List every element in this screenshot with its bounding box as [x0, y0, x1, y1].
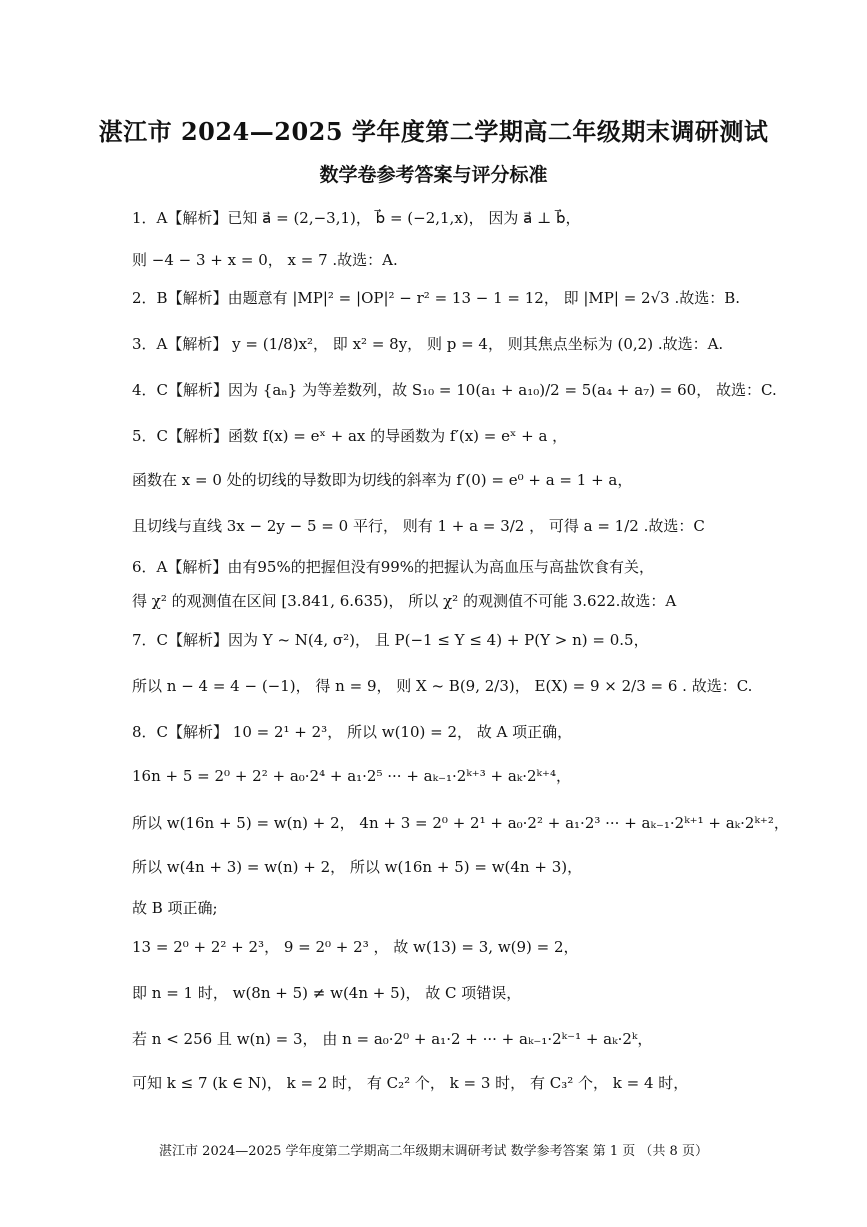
- answer-line: 4．C【解析】因为 {aₙ} 为等差数列，故 S₁₀ = 10(a₁ + a₁₀)/2 = 5(a₄ + a₇) = 60， 故选：C.: [132, 381, 777, 399]
- answer-line: 1．A【解析】已知 a⃗ = (2,−3,1)， b⃗ = (−2,1,x)， 因为 a⃗ ⊥ b⃗，: [132, 209, 581, 227]
- document-subtitle: 数学卷参考答案与评分标准: [319, 164, 548, 186]
- answer-line: 8．C【解析】 10 = 2¹ + 2³， 所以 w(10) = 2， 故 A 项正确，: [132, 723, 573, 741]
- answer-line: 2．B【解析】由题意有 |MP|² = |OP|² − r² = 13 − 1 = 12， 即 |MP| = 2√3 .故选：B.: [132, 289, 741, 307]
- answer-line: 得 χ² 的观测值在区间 [3.841, 6.635)， 所以 χ² 的观测值不可能 3.622.故选：A: [132, 592, 677, 610]
- answer-line: 若 n < 256 且 w(n) = 3， 由 n = a₀·2⁰ + a₁·2 + ··· + aₖ₋₁·2ᵏ⁻¹ + aₖ·2ᵏ，: [132, 1030, 653, 1048]
- answer-line: 6．A【解析】由有95%的把握但没有99%的把握认为高血压与高盐饮食有关，: [132, 558, 655, 576]
- answer-line: 所以 n − 4 = 4 − (−1)， 得 n = 9， 则 X ~ B(9, 2/3)， E(X) = 9 × 2/3 = 6 . 故选：C.: [132, 677, 753, 695]
- answer-line: 所以 w(4n + 3) = w(n) + 2， 所以 w(16n + 5) = w(4n + 3)，: [132, 858, 583, 876]
- answer-line: 即 n = 1 时， w(8n + 5) ≠ w(4n + 5)， 故 C 项错误，: [132, 984, 522, 1002]
- answer-line: 且切线与直线 3x − 2y − 5 = 0 平行， 则有 1 + a = 3/2 ， 可得 a = 1/2 .故选：C: [132, 517, 705, 535]
- answer-line: 故 B 项正确;: [132, 899, 218, 917]
- answer-line: 7．C【解析】因为 Y ~ N(4, σ²)， 且 P(−1 ≤ Y ≤ 4) + P(Y > n) = 0.5，: [132, 631, 649, 649]
- answer-line: 则 −4 − 3 + x = 0， x = 7 .故选：A.: [132, 251, 398, 269]
- answer-line: 可知 k ≤ 7 (k ∈ N)， k = 2 时， 有 C₂² 个， k = 3 时， 有 C₃² 个， k = 4 时，: [132, 1074, 689, 1092]
- answer-line: 5．C【解析】函数 f(x) = eˣ + ax 的导函数为 f′(x) = eˣ + a ，: [132, 427, 568, 445]
- document-title: 湛江市 2024—2025 学年度第二学期高二年级期末调研测试: [98, 117, 769, 146]
- answer-line: 函数在 x = 0 处的切线的导数即为切线的斜率为 f′(0) = e⁰ + a = 1 + a，: [132, 471, 633, 489]
- answer-line: 16n + 5 = 2⁰ + 2² + a₀·2⁴ + a₁·2⁵ ··· + aₖ₋₁·2ᵏ⁺³ + aₖ·2ᵏ⁺⁴，: [132, 767, 571, 785]
- answer-line: 3．A【解析】 y = (1/8)x²， 即 x² = 8y， 则 p = 4， 则其焦点坐标为 (0,2) .故选：A.: [132, 335, 724, 353]
- answer-line: 所以 w(16n + 5) = w(n) + 2， 4n + 3 = 2⁰ + 2¹ + a₀·2² + a₁·2³ ··· + aₖ₋₁·2ᵏ⁺¹ + aₖ·2ᵏ⁺²，: [132, 814, 789, 832]
- page-footer: 湛江市 2024—2025 学年度第二学期高二年级期末调研考试 数学参考答案 第 1 页 （共 8 页）: [159, 1144, 708, 1159]
- answer-line: 13 = 2⁰ + 2² + 2³， 9 = 2⁰ + 2³ ， 故 w(13) = 3, w(9) = 2，: [132, 938, 579, 956]
